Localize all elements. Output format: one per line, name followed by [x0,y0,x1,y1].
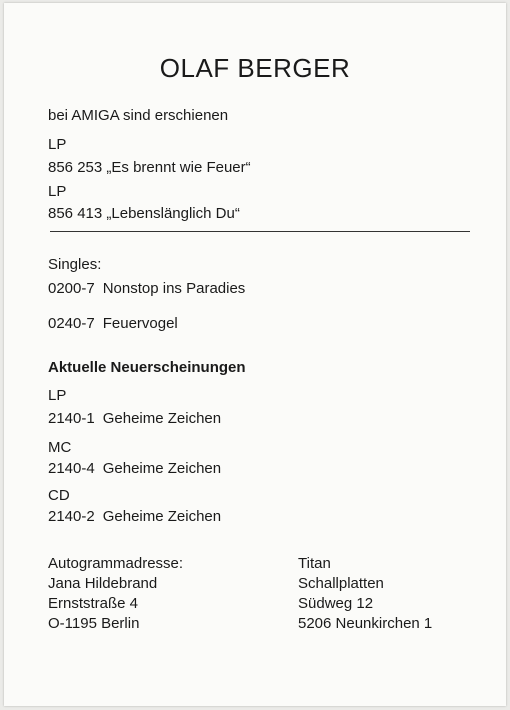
release-number: 2140-4 [48,460,95,477]
new-release-1-format: LP [48,387,67,404]
single-name: Feuervogel [102,315,178,332]
release-number: 2140-2 [48,508,95,525]
new-release-3-format: CD [48,487,70,504]
release-number: 2140-1 [48,410,95,427]
release-name: Geheime Zeichen [102,508,222,525]
release-number: 856 253 [48,159,103,176]
new-release-2 [48,460,221,478]
label-division: Schallplatten [298,575,384,592]
amiga-release-1 [48,159,251,177]
release-name: Geheime Zeichen [102,410,222,427]
label-city: 5206 Neunkirchen 1 [298,615,433,632]
autograph-label: Autogrammadresse: [48,555,184,572]
single-1 [48,280,245,298]
autograph-city: O-1195 Berlin [48,615,140,632]
single-name: Nonstop ins Paradies [102,280,246,297]
single-2 [48,315,178,333]
amiga-release-2-format: LP [48,183,67,200]
intro-text: bei AMIGA sind erschienen [48,107,229,124]
single-number: 0200-7 [48,280,95,297]
single-number: 0240-7 [48,315,95,332]
new-release-1 [48,410,221,428]
release-name: Geheime Zeichen [102,460,222,477]
info-card [4,3,506,706]
autograph-street: Ernststraße 4 [48,595,139,612]
autograph-name: Jana Hildebrand [48,575,158,592]
divider-rule [50,231,470,232]
new-release-3 [48,508,221,526]
singles-heading: Singles: [48,256,102,273]
new-release-2-format: MC [48,439,72,456]
amiga-release-1-format: LP [48,136,67,153]
label-company: Titan [298,555,331,572]
label-street: Südweg 12 [298,595,374,612]
release-name: „Lebenslänglich Du“ [106,205,240,222]
amiga-release-2 [48,205,240,223]
release-name: „Es brennt wie Feuer“ [106,159,251,176]
new-releases-heading: Aktuelle Neuerscheinungen [48,359,246,376]
page-title: OLAF BERGER [159,53,351,83]
release-number: 856 413 [48,205,103,222]
